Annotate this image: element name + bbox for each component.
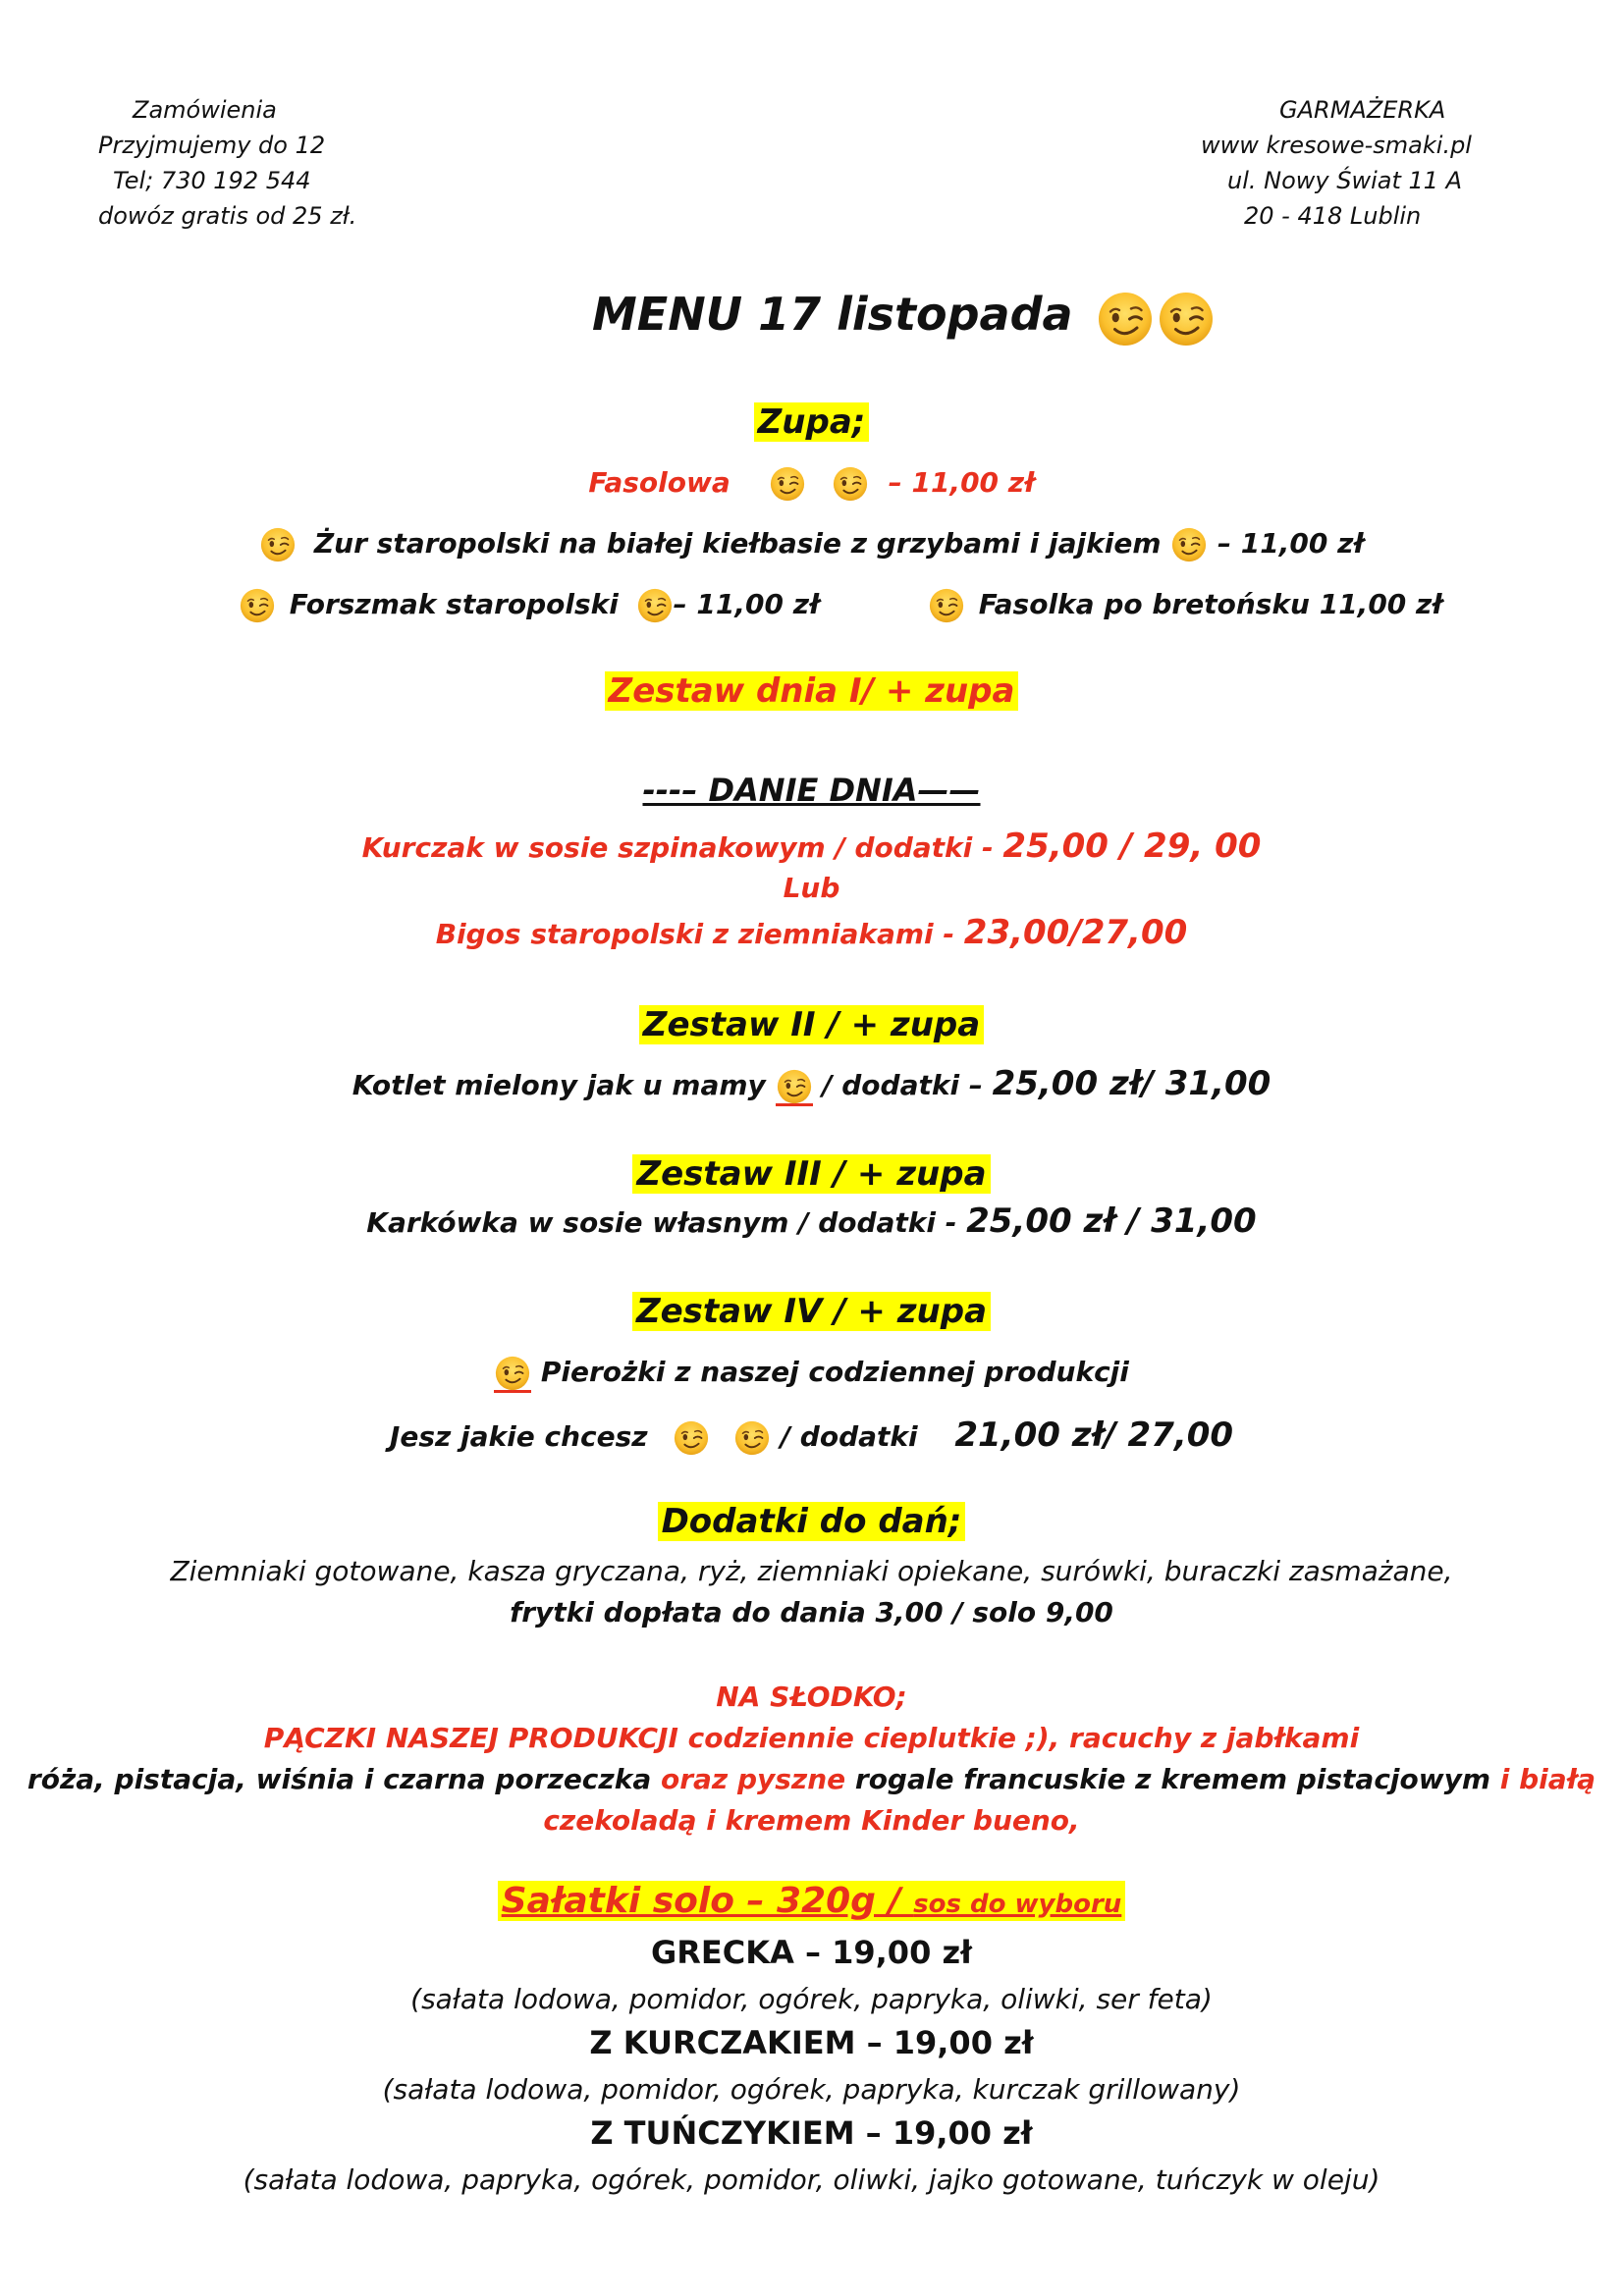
header-delivery: dowóz gratis od 25 zł. (98, 202, 357, 230)
zestaw4-heading: Zestaw IV / + zupa (0, 1292, 1623, 1331)
slodko-line2: róża, pistacja, wiśnia i czarna porzeczka oraz pyszne rogale francuskie z kremem pistacjowym i białą (27, 1763, 1596, 1795)
lub-label: Lub (783, 872, 840, 904)
wink-emoji-icon (769, 465, 806, 503)
header-street: ul. Nowy Świat 11 A (1227, 167, 1463, 194)
forszmak-price: – 11,00 zł (673, 588, 820, 620)
jesz-price: 21,00 zł/ 27,00 (954, 1415, 1234, 1455)
zupa-forszmak-row (239, 587, 820, 624)
dodatki-line1: Ziemniaki gotowane, kasza gryczana, ryż, ziemniaki opiekane, surówki, buraczki zasmażane, (170, 1555, 1453, 1587)
dodatki-line2: frytki dopłata do dania 3,00 / solo 9,00 (510, 1596, 1113, 1629)
wink-emoji-icon (832, 465, 869, 503)
salatka-tunczyk-name: Z TUŃCZYKIEM – 19,00 zł (590, 2114, 1033, 2152)
karkowka-price: 25,00 zł / 31,00 (966, 1201, 1257, 1241)
bigos-label: Bigos staropolski z ziemniakami - (435, 918, 964, 950)
header-phone: Tel; 730 192 544 (113, 167, 311, 194)
kotlet-price: 25,00 zł/ 31,00 (992, 1064, 1271, 1103)
kurczak-price: 25,00 / 29, 00 (1002, 827, 1262, 866)
slodko-line3: czekoladą i kremem Kinder bueno, (543, 1804, 1080, 1837)
dodatki-heading: Dodatki do dań; (0, 1502, 1623, 1541)
zupa-fasolka-row (928, 587, 1442, 624)
wink-emoji-icon (776, 1068, 813, 1105)
wink-emoji-icon (259, 526, 297, 563)
fasolka-label: Fasolka po bretońsku 11,00 zł (978, 588, 1442, 620)
header-orders-label: Zamówienia (133, 96, 277, 124)
slodko-line1: PĄCZKI NASZEJ PRODUKCJI codziennie cieplutkie ;), racuchy z jabłkami (263, 1722, 1360, 1754)
kotlet-row (0, 1064, 1623, 1105)
kotlet-label: Kotlet mielony jak u mamy (352, 1069, 766, 1101)
slodko-heading: NA SŁODKO; (716, 1681, 907, 1713)
pierozki-row (0, 1355, 1623, 1392)
zestaw1-heading: Zestaw dnia I/ + zupa (0, 671, 1623, 711)
jesz-row (0, 1415, 1623, 1457)
forszmak-label: Forszmak staropolski (289, 588, 619, 620)
wink-emoji-icon (928, 587, 965, 624)
salatka-tunczyk-desc: (sałata lodowa, papryka, ogórek, pomidor, oliwki, jajko gotowane, tuńczyk w oleju) (243, 2163, 1380, 2196)
header-website[interactable]: www kresowe-smaki.pl (1201, 132, 1472, 159)
kurczak-row (0, 827, 1623, 866)
salatka-grecka-desc: (sałata lodowa, pomidor, ogórek, papryka, oliwki, ser feta) (410, 1983, 1213, 2015)
fasolowa-price: – 11,00 zł (888, 466, 1035, 499)
jesz-label: Jesz jakie chcesz (389, 1420, 648, 1453)
salatka-kurczak-desc: (sałata lodowa, pomidor, ogórek, papryka, kurczak grillowany) (382, 2073, 1241, 2106)
zur-label: Żur staropolski na białej kiełbasie z grzybami i jajkiem (313, 527, 1162, 560)
salatka-grecka-name: GRECKA – 19,00 zł (651, 1934, 972, 1971)
danie-dnia-heading: ---– DANIE DNIA—— (642, 772, 981, 809)
zupa-heading: Zupa; (0, 402, 1623, 442)
header-orders-time: Przyjmujemy do 12 (98, 132, 326, 159)
bigos-price: 23,00/27,00 (963, 913, 1188, 952)
jesz-mid: / dodatki (771, 1420, 918, 1453)
header-shop-name: GARMAŻERKA (1279, 96, 1446, 124)
pierozki-label: Pierożki z naszej codziennej produkcji (540, 1356, 1129, 1388)
wink-emoji-icon (494, 1355, 531, 1392)
zestaw3-heading: Zestaw III / + zupa (0, 1154, 1623, 1194)
header-right (1178, 92, 1591, 234)
salatki-heading: Sałatki solo – 320g / sos do wyboru (0, 1881, 1623, 1921)
zupa-zur-row (0, 526, 1623, 563)
wink-emoji-icon (636, 587, 674, 624)
zupa-fasolowa-row (0, 465, 1623, 503)
header-city: 20 - 418 Lublin (1244, 202, 1422, 230)
kurczak-label: Kurczak w sosie szpinakowym / dodatki - (361, 831, 1003, 864)
zestaw2-heading: Zestaw II / + zupa (0, 1005, 1623, 1044)
kotlet-mid: / dodatki – (812, 1069, 993, 1101)
wink-emoji-icon (733, 1419, 771, 1457)
page-title (592, 288, 1073, 341)
title-text: MENU 17 listopada (592, 288, 1073, 341)
wink-emoji-icon (239, 587, 276, 624)
bigos-row (0, 913, 1623, 952)
fasolowa-label: Fasolowa (588, 466, 730, 499)
wink-emoji-icon (673, 1419, 710, 1457)
wink-emoji-icon (1157, 290, 1216, 348)
karkowka-row (0, 1201, 1623, 1241)
wink-emoji-icon (1170, 526, 1208, 563)
zur-price: – 11,00 zł (1217, 527, 1364, 560)
salatka-kurczak-name: Z KURCZAKIEM – 19,00 zł (589, 2024, 1034, 2061)
wink-emoji-icon (1096, 290, 1155, 348)
karkowka-label: Karkówka w sosie własnym / dodatki - (366, 1206, 967, 1239)
header-left (0, 92, 393, 234)
